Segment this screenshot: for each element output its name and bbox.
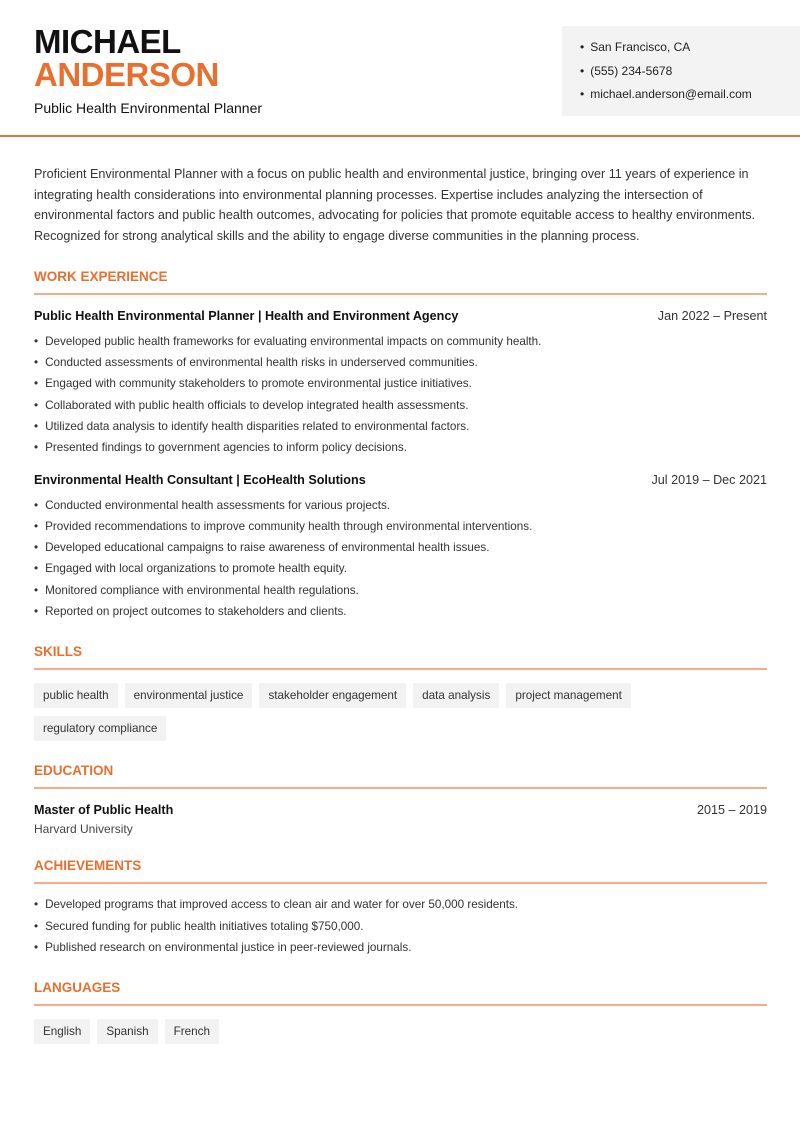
- job-role: Environmental Health Consultant | EcoHealth Solutions: [34, 472, 366, 487]
- education-section: [34, 763, 767, 836]
- section-title: ACHIEVEMENTS: [34, 858, 767, 884]
- section-title: EDUCATION: [34, 763, 767, 789]
- contact-email[interactable]: • michael.anderson@email.com: [580, 85, 800, 109]
- job-role: Public Health Environmental Planner | Health and Environment Agency: [34, 308, 459, 323]
- skills-section: [34, 644, 767, 741]
- education-date: 2015 – 2019: [696, 803, 767, 818]
- job-bullets: [34, 495, 767, 623]
- section-title: LANGUAGES: [34, 980, 767, 1006]
- contact-box: [562, 26, 800, 116]
- skill-chip: stakeholder engagement: [259, 683, 406, 708]
- bullet-item: • Presented findings to government agencies to inform policy decisions.: [34, 437, 767, 458]
- section-title: WORK EXPERIENCE: [34, 269, 767, 295]
- school: Harvard University: [34, 822, 133, 837]
- skill-chip: regulatory compliance: [34, 716, 166, 741]
- skill-chip: data analysis: [413, 683, 499, 708]
- bullet-item: • Monitored compliance with environmental health regulations.: [34, 580, 767, 601]
- bullet-item: • Developed public health frameworks for evaluating environmental impacts on community health.: [34, 331, 767, 352]
- achievement-item: • Secured funding for public health initiatives totaling $750,000.: [34, 916, 767, 937]
- job-title: Public Health Environmental Planner: [34, 100, 263, 116]
- job-header: [34, 473, 767, 487]
- contact-location: • San Francisco, CA: [580, 38, 800, 62]
- section-title: SKILLS: [34, 644, 767, 670]
- first-name: MICHAEL: [34, 23, 181, 60]
- bullet-item: • Provided recommendations to improve community health through environmental interventions.: [34, 516, 767, 537]
- bullet-item: • Reported on project outcomes to stakeholders and clients.: [34, 601, 767, 622]
- skill-chip: public health: [34, 683, 118, 708]
- resume-header: [0, 0, 800, 137]
- bullet-item: • Developed educational campaigns to raise awareness of environmental health issues.: [34, 537, 767, 558]
- job-bullets: [34, 331, 767, 459]
- languages-section: [34, 980, 767, 1044]
- language-chip: Spanish: [97, 1019, 157, 1044]
- bullet-item: • Conducted assessments of environmental health risks in underserved communities.: [34, 352, 767, 373]
- bullet-item: • Conducted environmental health assessments for various projects.: [34, 495, 767, 516]
- job-date: Jul 2019 – Dec 2021: [651, 472, 767, 487]
- job-header: [34, 309, 767, 323]
- job-entry: [34, 473, 767, 623]
- achievements-section: [34, 858, 767, 958]
- degree: Master of Public Health: [34, 803, 174, 818]
- language-chip: English: [34, 1019, 90, 1044]
- job-entry: [34, 309, 767, 459]
- contact-phone: • (555) 234-5678: [580, 62, 800, 86]
- job-date: Jan 2022 – Present: [657, 308, 767, 323]
- achievement-item: • Developed programs that improved access to clean air and water for over 50,000 residents.: [34, 894, 767, 915]
- bullet-item: • Engaged with community stakeholders to promote environmental justice initiatives.: [34, 373, 767, 394]
- work-experience-section: [34, 269, 767, 623]
- skill-chip: project management: [506, 683, 631, 708]
- bullet-item: • Collaborated with public health officials to develop integrated health assessments.: [34, 395, 767, 416]
- bullet-item: • Engaged with local organizations to promote health equity.: [34, 558, 767, 579]
- last-name: ANDERSON: [34, 56, 219, 93]
- skill-chip: environmental justice: [125, 683, 253, 708]
- achievement-item: • Published research on environmental justice in peer-reviewed journals.: [34, 937, 767, 958]
- language-chip: French: [165, 1019, 219, 1044]
- bullet-item: • Utilized data analysis to identify health disparities related to environmental factors.: [34, 416, 767, 437]
- summary: Proficient Environmental Planner with a focus on public health and environmental justice, bringing over 11 years of experience in integrating health considerations into environmental planning processes. Expertise includes analyzing the intersection of environmental factors and public health outcomes, advocating for policies that promote equitable access to healthy environments. Recognized for strong analytical skills and the ability to engage diverse communities in the planning process.: [34, 167, 756, 244]
